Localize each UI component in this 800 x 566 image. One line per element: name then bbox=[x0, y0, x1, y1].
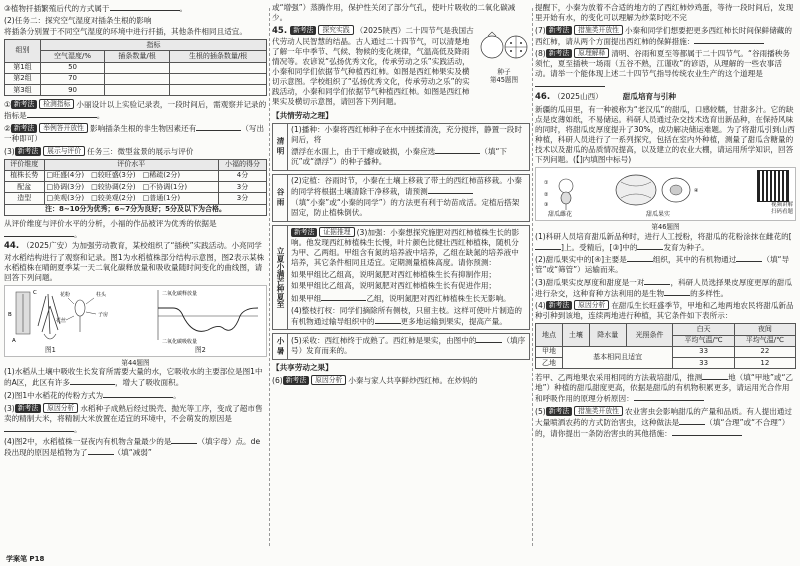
fig2-caption: 图2 bbox=[195, 346, 206, 355]
fig1-label-ovary: 子房 bbox=[98, 311, 109, 318]
svg-text:③: ③ bbox=[544, 201, 549, 208]
season-qingming bbox=[272, 123, 530, 171]
type-tag: 展示与评价 bbox=[43, 146, 85, 156]
question-line: 若甲、乙两地果农采用相同的方法栽培甜瓜，推测 地（填“甲地”或“乙地”）种植的甜瓜甜度更高，依据是甜瓜的有机物积累更多，请运用光合作用和呼吸作用的原理分析原因： bbox=[535, 373, 794, 404]
question-line: (3)甜瓜果实皮厚度和甜度是一对 ，科研人员选择果皮厚度更厚的甜瓜进行杂交，这种育种方法利用的是生物 的多样性。 bbox=[535, 277, 792, 298]
new-test-tag: 新考法 bbox=[546, 49, 572, 58]
text-line: 新考法 证据推理 (3)加强：小秦想探究施肥对西红柿植株生长的影响。他发现西红柿植株生长慢，叶片颜色比健壮西红柿植株，随机分为甲、乙两组。甲组含有氮的培养液中培养，乙组在缺氮的培养液中培养，其它条件相同且适宜。定期测量植株高度。请你预测： bbox=[291, 228, 520, 268]
figure-44 bbox=[4, 285, 267, 357]
text-line: 如果甲组 乙组，说明氮肥对西红柿植株生长无影响。 bbox=[291, 293, 511, 303]
question-line: 从评价维度与评价水平的分析，小福的作品被评为优秀的依据是。 bbox=[4, 218, 217, 239]
section-heading: 【共享劳动之果】 bbox=[272, 362, 333, 372]
text-line: 将插条分别置于不同空气湿度的环境中进行扦插，其他条件相同且适宜。 bbox=[4, 27, 247, 37]
column-divider bbox=[269, 8, 270, 546]
type-tag: 举例答开放性 bbox=[39, 123, 88, 133]
question-line: ① 新考法 检测指标 小丽设计以上实验记录表，一段时间后，需观察并记录的指标是 。 bbox=[4, 100, 267, 121]
figure-45 bbox=[478, 25, 530, 109]
melon-flower-label: 甜瓜雌花 bbox=[548, 210, 573, 218]
table-header: 指标 bbox=[40, 40, 266, 51]
text-line: 或“增强”）蒸腾作用，保护性关闭了部分气孔，使叶片吸收的二氧化碳减少。 bbox=[272, 3, 516, 23]
seed-label: 种子 bbox=[497, 67, 511, 76]
table-header: 空气湿度/% bbox=[40, 51, 104, 62]
table-header: 评价水平 bbox=[44, 159, 219, 170]
table-row: 注：8~10分为优秀；6~7分为良好；5分及以下为合格。 bbox=[5, 204, 267, 215]
fig1-label-B: B bbox=[8, 311, 12, 318]
text-line: 提醒下，小秦为放着不合适的地方的了西红柿炒鸡蛋，等待一段时间后，发现里开始有水，的变化可以理解为炒菜时吃不完 bbox=[535, 3, 794, 23]
type-tag: 证据推理 bbox=[319, 227, 354, 237]
text-line: (2)定植：谷雨时节，小秦在土壤上移栽了带土的西红柿苗移栽。小秦的同学将根据土壤清除干净移栽，请预测 bbox=[291, 175, 522, 196]
rice-figures-svg bbox=[5, 286, 266, 346]
question-line: (2)图1中水稻花的传粉方式为 。 bbox=[4, 391, 181, 401]
qr-code-icon[interactable] bbox=[757, 170, 789, 202]
season-label: 清明 bbox=[273, 124, 288, 170]
text-line: （填“小秦”或“小秦的同学”）的方法更有利于幼苗成活。定植后搭架固定，防止植株倒伏。 bbox=[291, 198, 520, 218]
table-header: 插条数量/根 bbox=[105, 51, 170, 62]
new-test-tag: 新考法 bbox=[15, 404, 41, 413]
question-line: (1)水稻从土壤中吸收生长发育所需要大量的水，它吸收水的主要部位是图1中的A区，此区有许多 ，增大了吸收面积。 bbox=[4, 367, 263, 388]
text-line: 新疆的瓜田里，有一种被称为“老汉瓜”的甜瓜，口感较糯，甘甜多汁。它的缺点是皮薄如纸，不易储运。科研人员通过杂交技术选育出新品种，在保持风味的同时，将甜瓜皮厚度提升了30%，成功解决储运难题。为了将甜瓜引到山西种植，科研人员进行了一系列探究，包括在室内外种植，测量了甜瓜含糖量的技术以及甜瓜的品质情况提高，以及建立的农业大棚，请运用所学知识，回答下列问题。(【]内填图中标号) bbox=[535, 104, 795, 164]
text-line: (4)整枝打杈：同学们摘除所有侧枝，只留主枝。这样可使叶片制造的有机物通过输导组织中的 更多地运输到果实，提高产量。 bbox=[291, 305, 522, 326]
question-line: (8) 新考法 原理解释 清明、谷雨和夏至等都属于二十四节气。“谷雨播秧务须忙，夏至插秧一场雨（五谷不熟，江谨收”的谚语，从理解的一些农事活动。请举一个能体现上述二十四节气指导传统农业生产的这个道理是 bbox=[535, 48, 796, 90]
column-3 bbox=[535, 3, 796, 563]
text-line: (6) 新考法 原因分析 小秦与家人共享鲜炒西红柿。在炒妈的 bbox=[272, 375, 478, 385]
fig1-label-pollen: 花粉 bbox=[60, 291, 71, 298]
new-test-tag: 新考法 bbox=[546, 301, 572, 310]
question-line: (1)科研人员培育甜瓜新品种时，进行人工授粉，将甜瓜的花粉涂抹在雌花的[]上。受精后，[③]中的 发育为种子。 bbox=[535, 231, 792, 252]
column-divider bbox=[532, 8, 533, 546]
fig1-label-stigma: 柱头 bbox=[96, 291, 107, 298]
question-line: (7) 新考法 措施类开放性 小秦和同学们想要把更多西红柿长时间保鲜储藏的西红柿，请从两个方面提出西红柿的保鲜措施： bbox=[535, 25, 792, 46]
table-header: 组别 bbox=[5, 40, 41, 62]
text-line: (5)采收：西红柿终于成熟了。西红柿是果实，由图中的 （填序号）发育而来的。 bbox=[291, 336, 526, 356]
question-line: (3) 新考法 展示与评价 任务三：微型盆景的展示与评价 bbox=[4, 146, 194, 156]
type-tag: 检测指标 bbox=[39, 99, 74, 109]
evaluation-table bbox=[4, 159, 267, 216]
fig1-label-filament: 花丝 bbox=[56, 317, 67, 324]
figure-44-caption: 第44题图 bbox=[121, 358, 150, 367]
question-44: 44. （2025广安）为加强劳动教育，某校组织了“插秧”实践活动。小亮同学对水稻结构进行了观察和记录。图1为水稻植株部分结构示意图，图2表示某株水稻植株在晴朗夏季某一天二氧化碳释放量和吸收量随时间变化的曲线图，请回答下列问题。 bbox=[4, 241, 265, 282]
question-46: 46. （2025山西） 甜瓜培育与引种 bbox=[535, 91, 676, 102]
text-line: (1)播种：小秦将西红柿种子在水中搓揉清洗，充分搅拌，静置一段时间后，将 bbox=[291, 124, 522, 144]
question-line: (2)甜瓜果实中的[④]主要是 组织，其中的有机物通过 （填“导管”或“筛管”）运输而来。 bbox=[535, 255, 790, 275]
question-line: (5) 新考法 措施类开放性 农业害虫会影响甜瓜的产量和品质。有人提出通过大量喷洒农药的方式防治害虫，这种做法是 （填“合理”或“不合理”）的，请你提出一条防治害虫的其他措施： bbox=[535, 407, 792, 439]
tomato-svg bbox=[478, 25, 530, 65]
table-header: 小福的得分 bbox=[219, 159, 267, 170]
climate-table: 地点 土壤 降水量 光照条件 白天 夜间 平均气温/℃ 平均气温/℃ 甲地 基本相同且适宜 33 22 乙地 33 12 bbox=[535, 323, 796, 369]
season-guyu bbox=[272, 174, 530, 222]
figure-45-caption: 第45题图 bbox=[489, 76, 519, 85]
fig2-y-absorb: 二氧化碳吸收量 bbox=[162, 338, 198, 345]
rice-plant-drawing bbox=[16, 289, 96, 339]
fig1-label-C: C bbox=[33, 289, 37, 296]
season-label: 小暑 bbox=[273, 334, 288, 359]
table-row: 第2组 70 bbox=[5, 73, 267, 84]
new-test-tag: 新考法 bbox=[291, 228, 317, 237]
table-header: 评价维度 bbox=[5, 159, 45, 170]
question-line: (3) 新考法 原因分析 水稻种子成熟后经过脱壳、抛光等工序，变成了超市售卖的精制大米，将精制大米放置在适宜的环境中，不会萌发的原因是。 bbox=[4, 403, 263, 434]
new-test-tag: 新考法 bbox=[546, 26, 572, 35]
type-tag: 措施类开放性 bbox=[574, 406, 623, 416]
column-2 bbox=[272, 3, 530, 563]
type-tag: 原理解释 bbox=[574, 48, 609, 58]
table-row: 甲地 基本相同且适宜 33 22 bbox=[536, 346, 796, 357]
table-row: 造型 □美观(3分) □较美观(2分) □普通(1分) 3分 bbox=[5, 193, 267, 204]
melon-fruit-label: 甜瓜果实 bbox=[646, 210, 671, 218]
table-row: 植株长势 □旺盛(4分) □较旺盛(3分) □稀疏(2分) 4分 bbox=[5, 170, 267, 181]
svg-text:①: ① bbox=[544, 179, 549, 186]
table-row: 第3组 90 bbox=[5, 85, 267, 96]
type-tag: 原因分析 bbox=[574, 300, 609, 310]
type-tag: 探究实践 bbox=[318, 25, 353, 35]
qr-label-2: 扫码看题 bbox=[770, 208, 793, 215]
text-line: 如果甲组比乙组高，说明氮肥对西红柿植株生长有抑制作用； bbox=[291, 269, 497, 279]
new-test-tag: 新考法 bbox=[290, 26, 316, 35]
page-footer: 学案笔 P18 bbox=[6, 554, 45, 563]
table-row: 乙地 33 12 bbox=[536, 358, 796, 369]
question-line: ② 新考法 举例答开放性 影响插条生根的非生物因素还有 （写出一种即可） bbox=[4, 124, 265, 144]
column-1 bbox=[4, 3, 267, 563]
section-heading: 【共情劳动之理】 bbox=[272, 110, 333, 120]
new-test-tag: 新考法 bbox=[283, 376, 309, 385]
type-tag: 措施类开放性 bbox=[574, 25, 623, 35]
figure-46-caption: 第46题图 bbox=[651, 222, 680, 231]
melon-svg bbox=[536, 168, 736, 212]
fig2-y-release: 二氧化碳释放量 bbox=[162, 290, 198, 297]
task-title: (2)任务二：探究空气湿度对插条生根的影响 bbox=[4, 15, 152, 25]
table-row: 第1组 50 bbox=[5, 62, 267, 73]
text-line: 漂浮在水面上，由于干瘪或破损，小秦应选 （填“下沉”或“漂浮”）的种子播种。 bbox=[291, 147, 507, 167]
text-line: ③植物扦插繁殖后代的方式属于 。 bbox=[4, 4, 188, 13]
question-45: 45. 新考法 探究实践 （2025陕西）二十四节气是我国古代劳动人民智慧的结晶。古人通过二十四节气，可以清楚地了解一年中季节、气候、物候的变化规律，气温高低及降雨情况等。农谚说“弘扬优秀文化，传承劳动之乐”实践活动，小秦和同学们依据节气种植西红柿。如图是西红柿果实及横切示意图。学校组织了“弘扬优秀文化，传承劳动之乐”的实践活动，小秦和同学们依据节气种植西红柿。如图是西红柿果实及横切示意图，请回答下列问题。 bbox=[272, 25, 474, 106]
fig1-caption: 图1 bbox=[45, 346, 56, 355]
text-line: 如果甲组比乙组高，说明氮肥对西红柿植株生长有促进作用； bbox=[291, 281, 497, 291]
table-header: 生根的插条数量/根 bbox=[170, 51, 267, 62]
new-test-tag: 新考法 bbox=[15, 147, 41, 156]
season-xiaoshu bbox=[272, 333, 530, 360]
humidity-table bbox=[4, 39, 267, 96]
co2-curve-chart bbox=[158, 290, 258, 345]
question-line: (4) 新考法 原因分析 在甜瓜生长旺盛季节，甲地和乙地两地农民将甜瓜新品种引种到该地，连续两地进行种植，其它条件如下表所示： bbox=[535, 301, 794, 321]
figure-46 bbox=[535, 167, 796, 221]
type-tag: 原因分析 bbox=[43, 403, 78, 413]
table-row: 配盆 □协调(3分) □较协调(2分) □不协调(1分) 3分 bbox=[5, 182, 267, 193]
new-test-tag: 新考法 bbox=[546, 407, 572, 416]
new-test-tag: 新考法 bbox=[11, 100, 37, 109]
fig1-label-A: A bbox=[12, 337, 16, 344]
type-tag: 原因分析 bbox=[311, 375, 346, 385]
svg-text:②: ② bbox=[544, 191, 549, 198]
new-test-tag: 新考法 bbox=[11, 124, 37, 133]
qr-label: 视频讲解 bbox=[770, 201, 793, 208]
season-label: 谷雨 bbox=[273, 175, 288, 221]
svg-text:④: ④ bbox=[694, 187, 699, 194]
question-line: (4)图2中，水稻植株一昼夜内有机物含量最少的是 （填字母）点。de段出现的原因是植物为了 （填“减弱” bbox=[4, 437, 261, 458]
season-summer bbox=[272, 225, 530, 330]
season-label: 立夏小满芒种夏至 bbox=[273, 226, 288, 329]
